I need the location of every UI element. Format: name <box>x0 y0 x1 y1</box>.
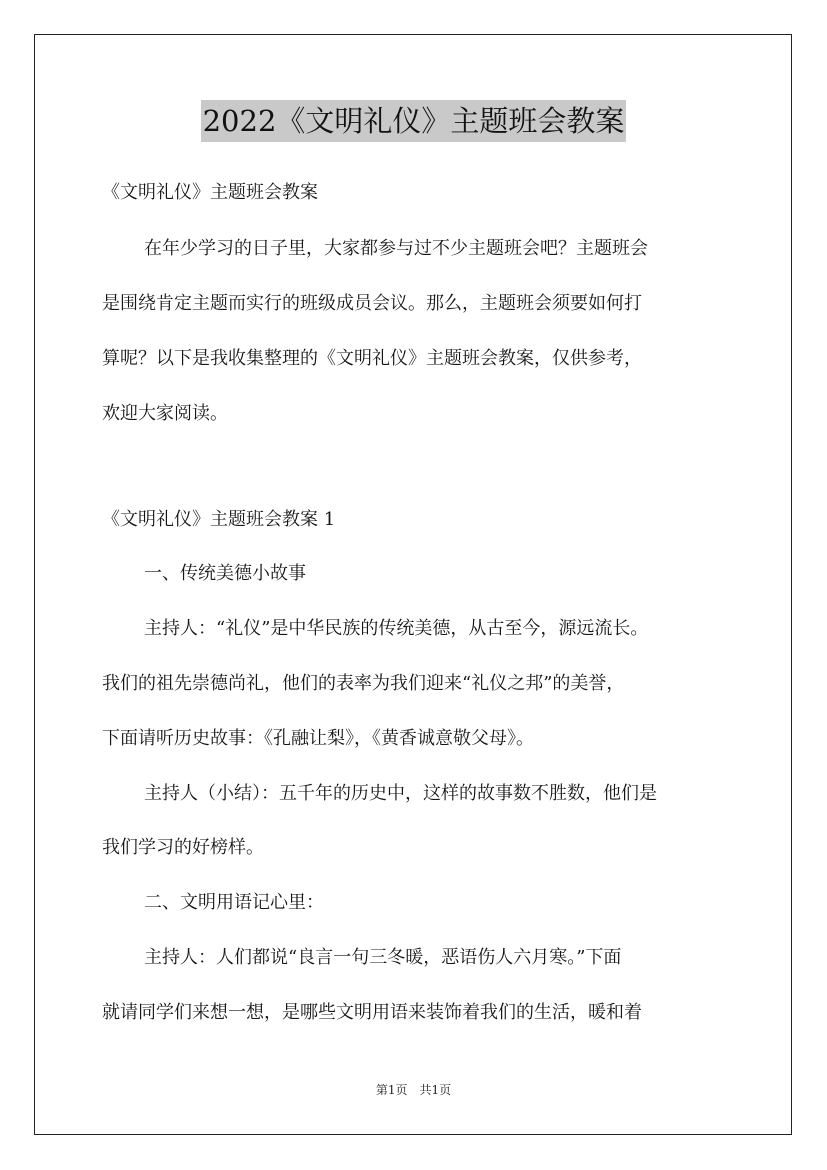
paragraph-line: 主持人：人们都说“良言一句三冬暖，恶语伤人六月寒。”下面 <box>144 947 622 968</box>
title-container <box>0 100 827 142</box>
subsection-heading: 二、文明用语记心里： <box>144 892 324 913</box>
document-title: 2022《文明礼仪》主题班会教案 <box>201 100 627 142</box>
paragraph-line: 算呢？以下是我收集整理的《文明礼仪》主题班会教案，仅供参考， <box>102 348 642 369</box>
paragraph-line: 主持人（小结）：五千年的历史中，这样的故事数不胜数，他们是 <box>144 783 657 804</box>
paragraph-line: 主持人：“礼仪”是中华民族的传统美德，从古至今，源远流长。 <box>144 618 649 639</box>
paragraph-line: 就请同学们来想一想，是哪些文明用语来装饰着我们的生活，暖和着 <box>102 1002 642 1023</box>
intro-heading: 《文明礼仪》主题班会教案 <box>102 182 318 203</box>
paragraph-line: 是围绕肯定主题而实行的班级成员会议。那么，主题班会须要如何打 <box>102 293 642 314</box>
paragraph-line: 我们的祖先崇德尚礼，他们的表率为我们迎来“礼仪之邦”的美誉， <box>102 673 625 694</box>
section-heading: 《文明礼仪》主题班会教案 1 <box>102 509 336 530</box>
paragraph-line: 欢迎大家阅读。 <box>102 403 228 424</box>
page-footer: 第1页 共1页 <box>375 1083 452 1097</box>
paragraph-line: 我们学习的好榜样。 <box>102 837 264 858</box>
subsection-heading: 一、传统美德小故事 <box>144 563 306 584</box>
paragraph-line: 在年少学习的日子里，大家都参与过不少主题班会吧？主题班会 <box>144 238 648 259</box>
paragraph-line: 下面请听历史故事：《孔融让梨》，《黄香诚意敬父母》。 <box>102 728 534 749</box>
